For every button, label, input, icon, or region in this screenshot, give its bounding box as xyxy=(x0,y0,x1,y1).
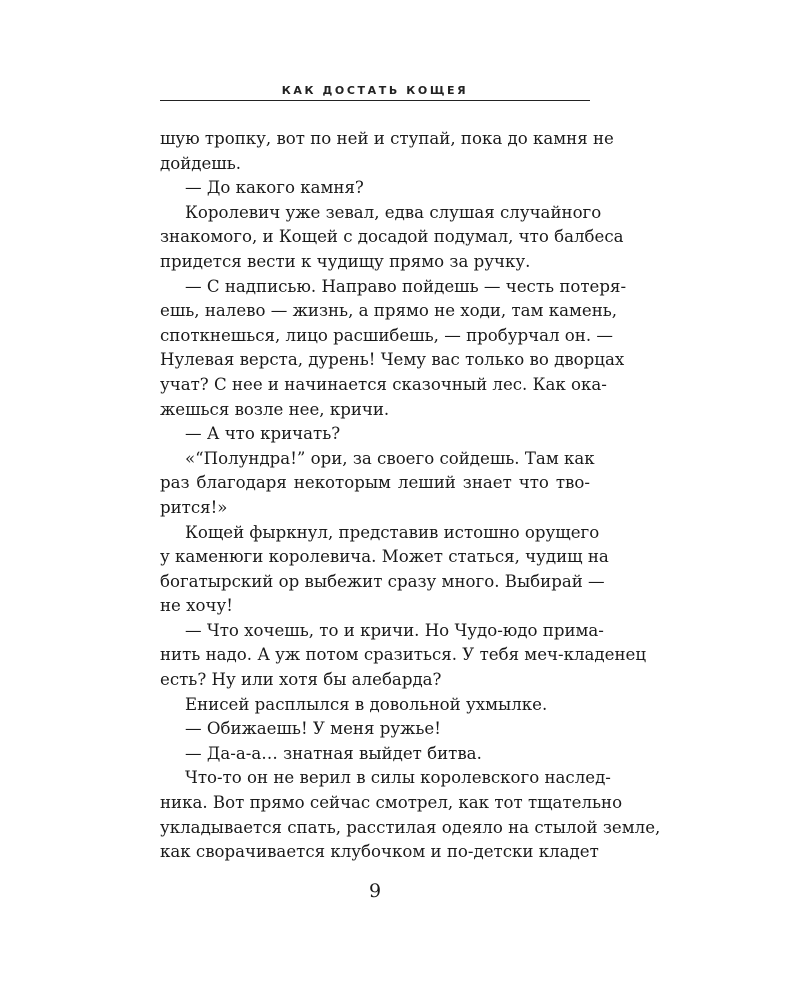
text-line: — До какого камня? xyxy=(185,178,364,198)
text-line: у каменюги королевича. Может статься, чудищ на xyxy=(160,547,609,567)
text-line: шую тропку, вот по ней и ступай, пока до камня не xyxy=(160,129,614,148)
text-line: — А что кричать? xyxy=(185,424,341,444)
text-line: «“Полундра!” ори, за своего сойдешь. Там как xyxy=(185,448,595,468)
page-number: 9 xyxy=(368,880,382,902)
body-text xyxy=(160,127,661,865)
text-line: жешься возле нее, кричи. xyxy=(160,399,390,419)
text-line: богатырский ор выбежит сразу много. Выбирай — xyxy=(160,571,605,591)
text-line: как сворачивается клубочком и по-детски кладет xyxy=(160,842,599,862)
text-line: Енисей расплылся в довольной ухмылке. xyxy=(185,694,548,714)
text-line: укладывается спать, расстилая одеяло на стылой земле, xyxy=(160,817,661,837)
text-line: рится!» xyxy=(160,497,228,517)
text-line: — Да-а-а… знатная выйдет битва. xyxy=(185,743,482,763)
text-line: Королевич уже зевал, едва слушая случайного xyxy=(185,202,602,222)
text-line: раз благодаря некоторым леший знает что тво- xyxy=(160,473,590,493)
text-line: Нулевая верста, дурень! Чему вас только во дворцах xyxy=(160,350,625,370)
text-line: учат? С нее и начинается сказочный лес. Как ока- xyxy=(160,374,607,394)
text-line: — Что хочешь, то и кричи. Но Чудо-юдо прима- xyxy=(185,620,604,640)
running-head-title: КАК ДОСТАТЬ КОЩЕЯ xyxy=(281,84,469,97)
text-line: ешь, налево — жизнь, а прямо не ходи, там камень, xyxy=(160,301,618,321)
text-line: споткнешься, лицо расшибешь, — пробурчал он. — xyxy=(160,325,613,345)
header-rule xyxy=(160,100,590,101)
text-line: дойдешь. xyxy=(160,153,242,173)
text-line: знакомого, и Кощей с досадой подумал, что балбеса xyxy=(160,227,624,247)
text-line: есть? Ну или хотя бы алебарда? xyxy=(160,670,442,690)
text-line: ника. Вот прямо сейчас смотрел, как тот тщательно xyxy=(160,793,623,813)
text-line: не хочу! xyxy=(160,596,233,616)
text-line: нить надо. А уж потом сразиться. У тебя меч-кладенец xyxy=(160,645,647,665)
text-line: — С надписью. Направо пойдешь — честь потеря- xyxy=(185,276,627,296)
text-line: Что-то он не верил в силы королевского наслед- xyxy=(185,768,611,788)
text-line: придется вести к чудищу прямо за ручку. xyxy=(160,251,531,271)
text-line: — Обижаешь! У меня ружье! xyxy=(185,719,441,739)
text-line: Кощей фыркнул, представив истошно орущего xyxy=(185,522,600,542)
